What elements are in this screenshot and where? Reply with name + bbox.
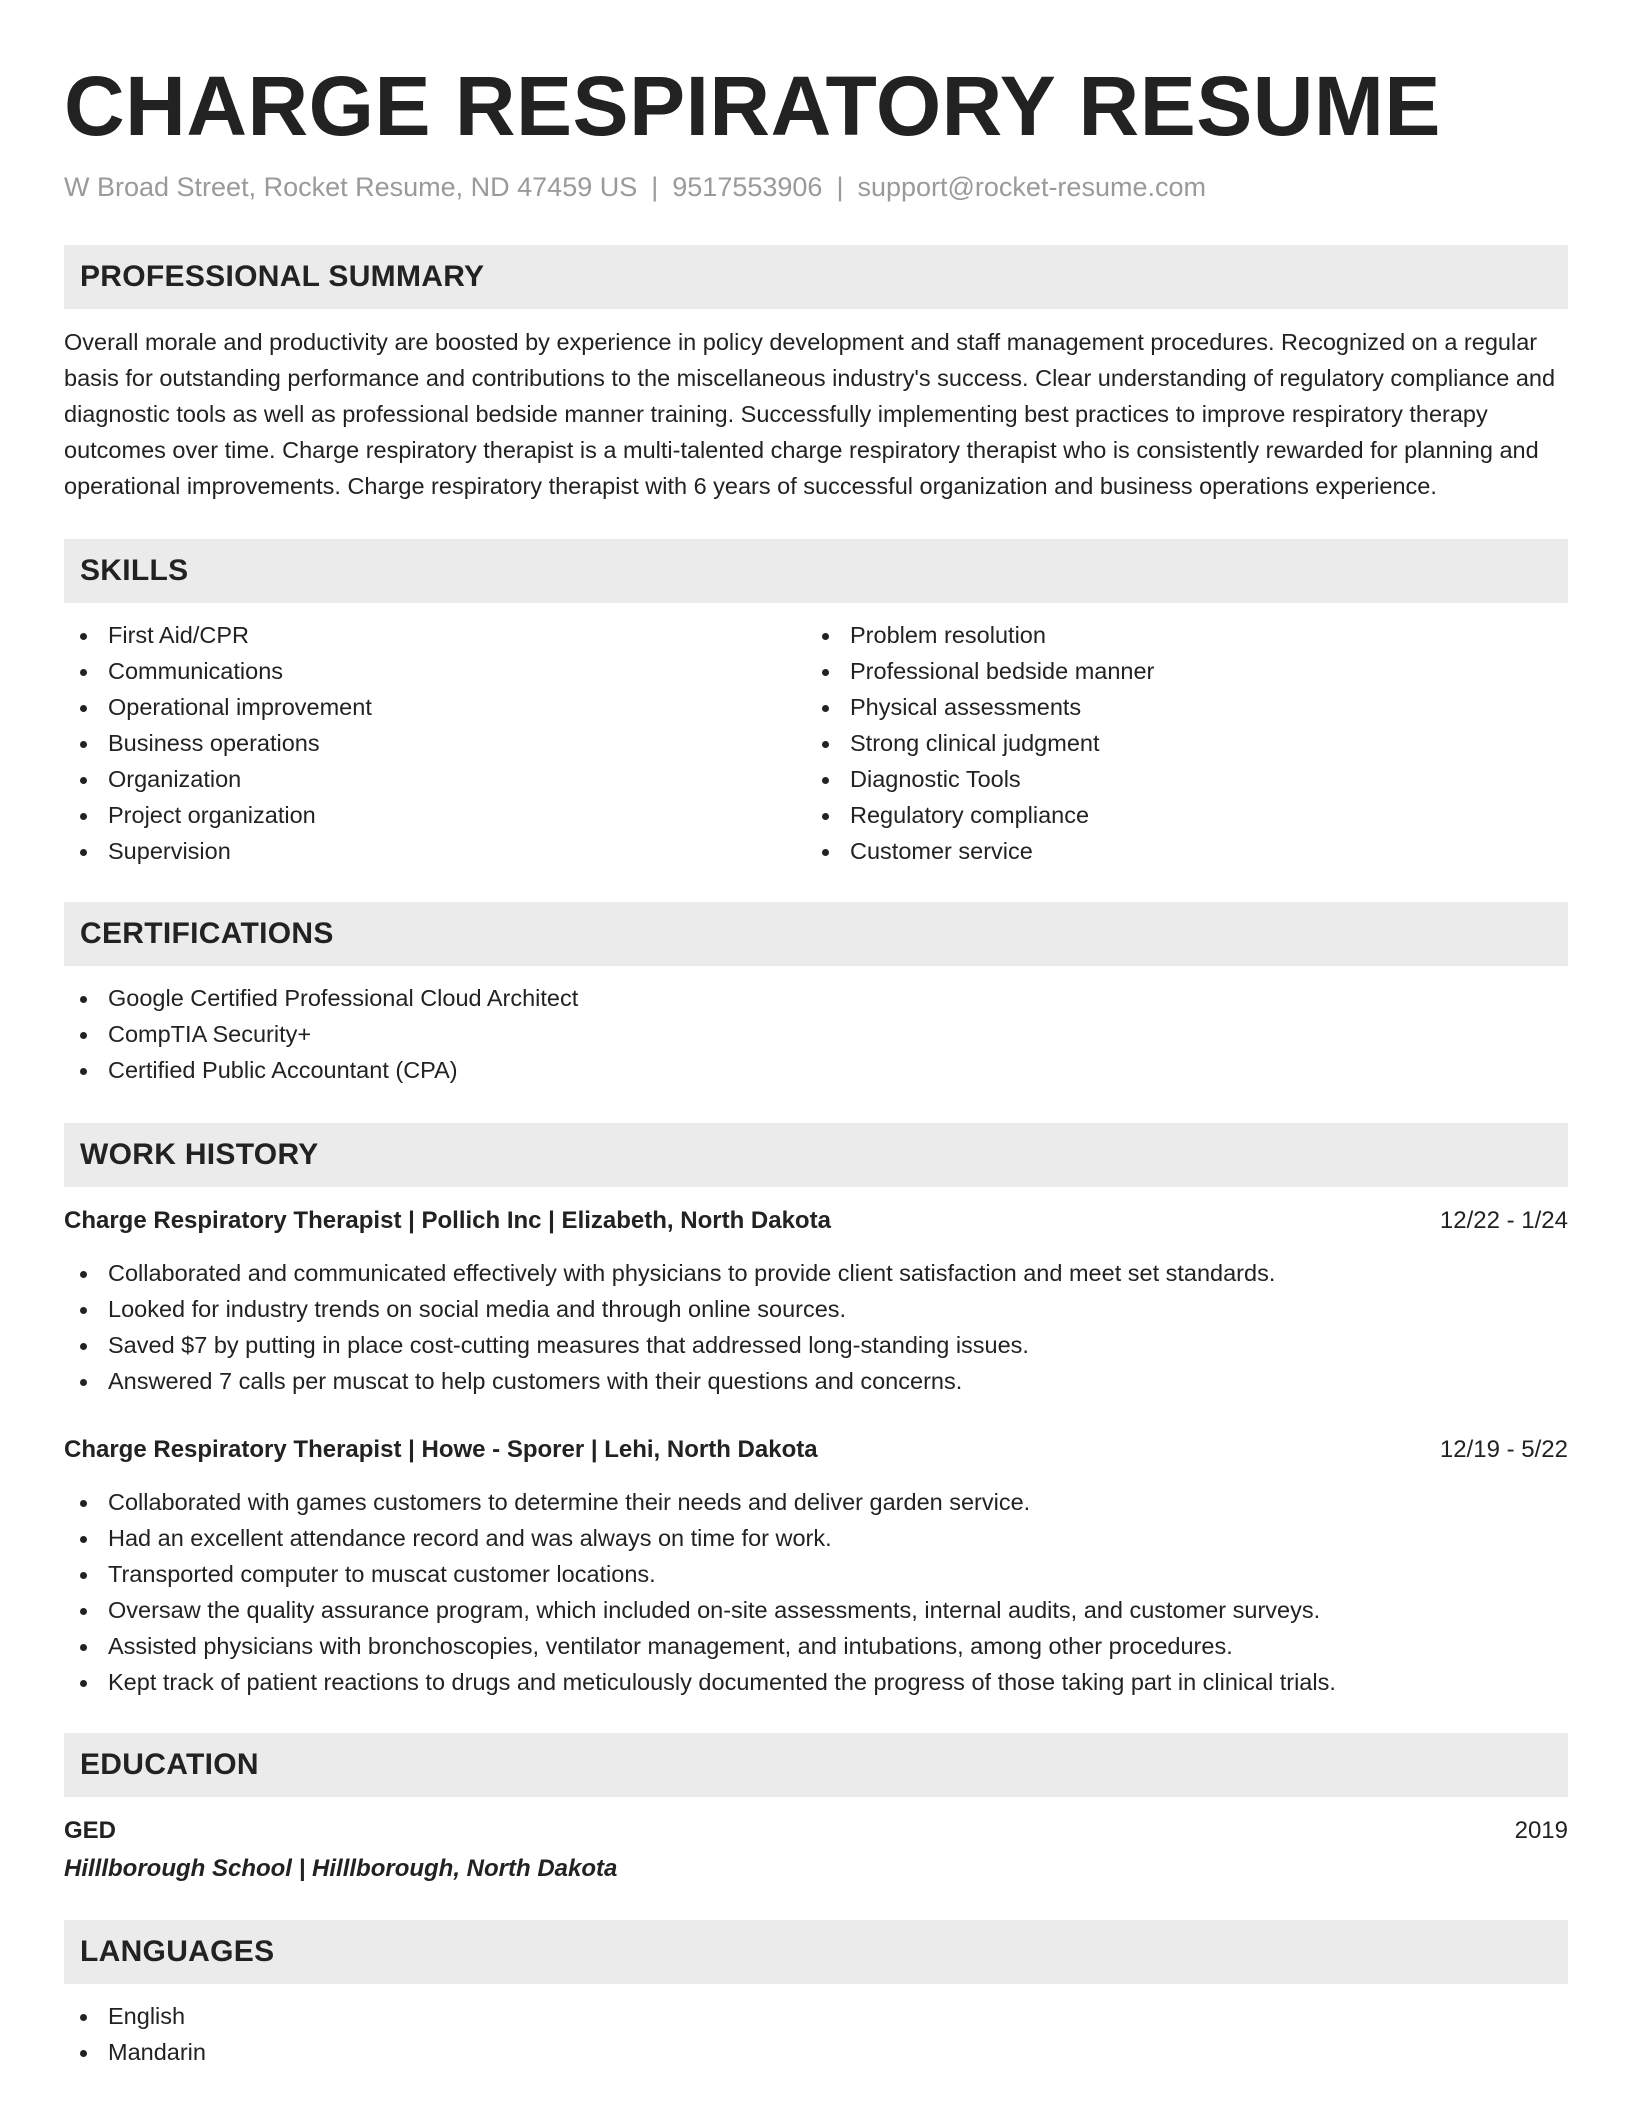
job-dates: 12/22 - 1/24 — [1439, 1207, 1568, 1234]
job-bullet: Assisted physicians with bronchoscopies, ventilator management, and intubations, among other procedures. — [64, 1628, 1568, 1664]
education-heading: EDUCATION — [64, 1733, 1568, 1797]
certifications-list — [64, 980, 1568, 1088]
languages-list — [64, 1998, 1568, 2070]
contact-separator: | — [836, 172, 844, 202]
certification-item: CompTIA Security+ — [64, 1016, 1568, 1052]
certification-item: Certified Public Accountant (CPA) — [64, 1052, 1568, 1088]
certification-item: Google Certified Professional Cloud Architect — [64, 980, 1568, 1016]
education-degree: GED — [64, 1817, 117, 1844]
job-entry — [64, 1432, 1568, 1700]
certifications-heading: CERTIFICATIONS — [64, 902, 1568, 966]
job-bullets — [64, 1484, 1568, 1700]
job-bullet: Saved $7 by putting in place cost-cutting measures that addressed long-standing issues. — [64, 1327, 1568, 1363]
resume-title: CHARGE RESPIRATORY RESUME — [64, 59, 1441, 153]
work-history-heading: WORK HISTORY — [64, 1123, 1568, 1187]
job-bullet: Answered 7 calls per muscat to help customers with their questions and concerns. — [64, 1363, 1568, 1399]
skill-item: First Aid/CPR — [64, 617, 806, 653]
skills-list — [64, 617, 1568, 869]
skill-item: Problem resolution — [806, 617, 1548, 653]
skills-column-left — [64, 617, 806, 869]
language-item: English — [64, 1998, 1568, 2034]
skill-item: Diagnostic Tools — [806, 761, 1548, 797]
summary-heading: PROFESSIONAL SUMMARY — [64, 245, 1568, 309]
skill-item: Strong clinical judgment — [806, 725, 1548, 761]
resume-page — [64, 0, 1568, 2070]
languages-heading: LANGUAGES — [64, 1920, 1568, 1984]
contact-separator: | — [651, 172, 659, 202]
job-entry — [64, 1203, 1568, 1399]
skills-heading: SKILLS — [64, 539, 1568, 603]
contact-address: W Broad Street, Rocket Resume, ND 47459 US — [64, 172, 638, 202]
job-bullet: Looked for industry trends on social media and through online sources. — [64, 1291, 1568, 1327]
summary-text: Overall morale and productivity are boosted by experience in policy development and staff management procedures. Recognized on a regular basis for outstanding performance and contributions to the miscellaneous industry's success. Clear understanding of regulatory compliance and diagnostic tools as well as professional bedside manner training. Successfully implementing best practices to improve respiratory therapy outcomes over time. Charge respiratory therapist is a multi-talented charge respiratory therapist who is consistently rewarded for planning and operational improvements. Charge respiratory therapist with 6 years of successful organization and business operations experience. — [64, 329, 1556, 499]
job-bullet: Oversaw the quality assurance program, which included on-site assessments, internal audits, and customer surveys. — [64, 1592, 1568, 1628]
education-header — [64, 1813, 1568, 1849]
job-bullet: Transported computer to muscat customer locations. — [64, 1556, 1568, 1592]
job-dates: 12/19 - 5/22 — [1439, 1436, 1568, 1463]
job-bullet: Collaborated with games customers to determine their needs and deliver garden service. — [64, 1484, 1568, 1520]
skill-item: Communications — [64, 653, 806, 689]
job-bullet: Collaborated and communicated effectively with physicians to provide client satisfaction and meet set standards. — [64, 1255, 1568, 1291]
education-year: 2019 — [1514, 1817, 1568, 1844]
job-bullet: Kept track of patient reactions to drugs and meticulously documented the progress of those taking part in clinical trials. — [64, 1664, 1568, 1700]
contact-phone: 9517553906 — [672, 172, 823, 202]
job-header — [64, 1203, 1568, 1239]
skill-item: Project organization — [64, 797, 806, 833]
skill-item: Business operations — [64, 725, 806, 761]
job-title: Charge Respiratory Therapist | Pollich Inc | Elizabeth, North Dakota — [64, 1207, 831, 1234]
skill-item: Organization — [64, 761, 806, 797]
skill-item: Physical assessments — [806, 689, 1548, 725]
job-title: Charge Respiratory Therapist | Howe - Sporer | Lehi, North Dakota — [64, 1436, 818, 1463]
education-school: Hilllborough School | Hilllborough, North Dakota — [64, 1855, 618, 1882]
skill-item: Customer service — [806, 833, 1548, 869]
language-item: Mandarin — [64, 2034, 1568, 2070]
job-bullets — [64, 1255, 1568, 1399]
skill-item: Regulatory compliance — [806, 797, 1548, 833]
education-entry — [64, 1813, 1568, 1887]
contact-email: support@rocket-resume.com — [857, 172, 1206, 202]
job-header — [64, 1432, 1568, 1468]
job-bullet: Had an excellent attendance record and was always on time for work. — [64, 1520, 1568, 1556]
skill-item: Operational improvement — [64, 689, 806, 725]
skill-item: Supervision — [64, 833, 806, 869]
contact-line — [64, 170, 1568, 204]
skill-item: Professional bedside manner — [806, 653, 1548, 689]
skills-column-right — [806, 617, 1548, 869]
